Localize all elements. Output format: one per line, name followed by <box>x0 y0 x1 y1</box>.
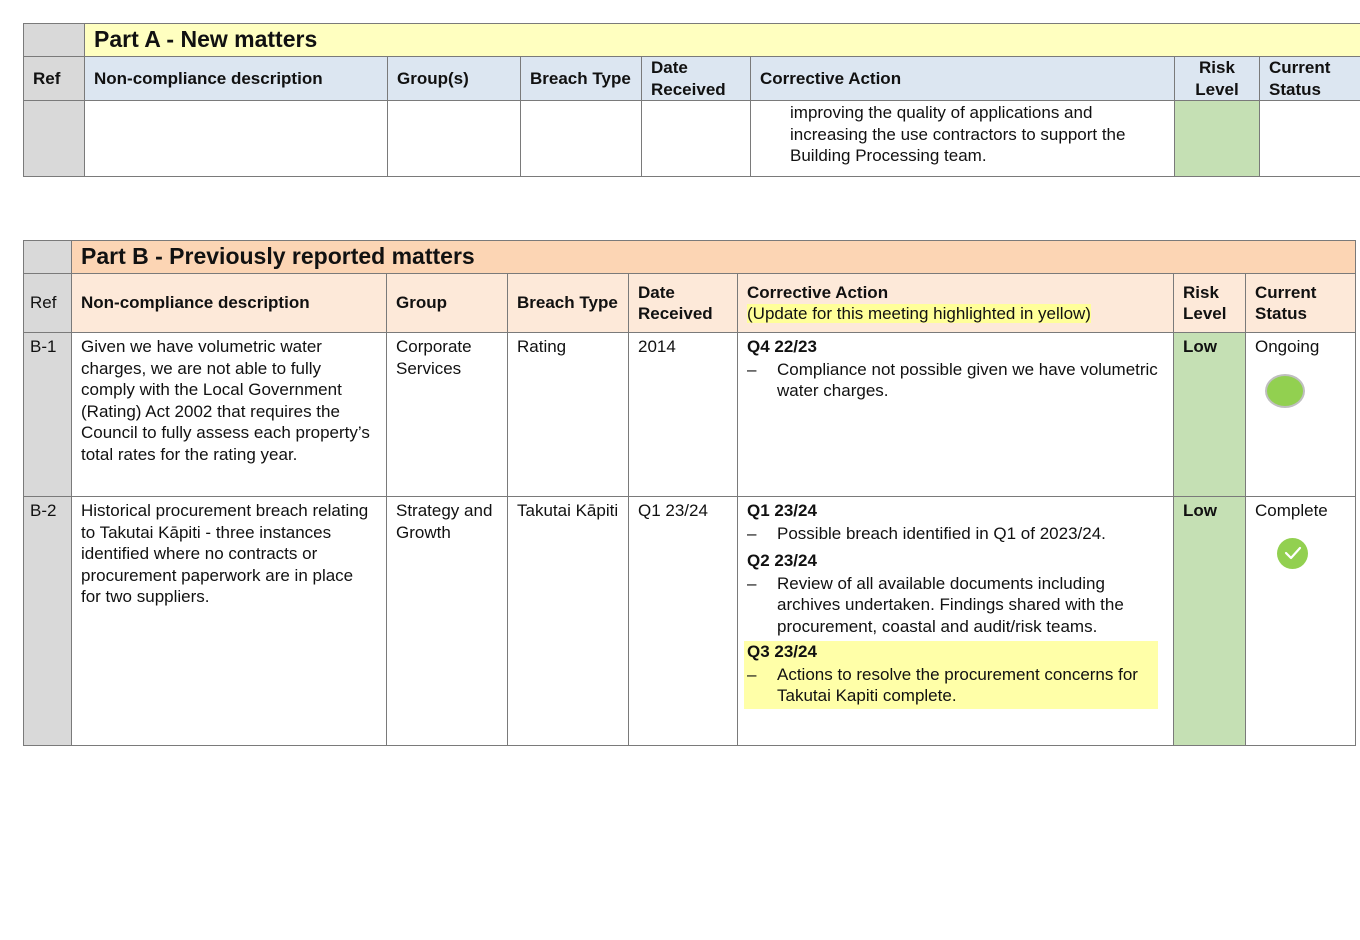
row-ref: B-2 <box>24 497 72 746</box>
part-b-header-current-status: Current Status <box>1246 274 1356 333</box>
row-description: Historical procurement breach relating to Takutai Kāpiti - three instances identified where no contracts or procurement paperwork are in place for two suppliers. <box>72 497 387 746</box>
part-b-header-corrective-action <box>738 274 1174 333</box>
part-a-row-ref <box>24 101 85 177</box>
part-a-row-risk-level <box>1175 101 1260 177</box>
part-a-header-date-received: Date Received <box>642 57 751 101</box>
status-label: Complete <box>1255 501 1328 520</box>
part-b-header-breach-type: Breach Type <box>508 274 629 333</box>
action-text: Review of all available documents including archives undertaken. Findings shared with the procurement, coastal and audit/risk teams. <box>777 573 1124 636</box>
part-b-title: Part B - Previously reported matters <box>72 241 1356 274</box>
row-group: Strategy and Growth <box>387 497 508 746</box>
row-group: Corporate Services <box>387 333 508 497</box>
part-a-row-group <box>388 101 521 177</box>
part-a-header-breach-type: Breach Type <box>521 57 642 101</box>
part-a-header-description: Non-compliance description <box>85 57 388 101</box>
part-b-table <box>23 240 1356 746</box>
part-a-row-date-received <box>642 101 751 177</box>
part-a-header-ref: Ref <box>24 57 85 101</box>
part-b-header-date-received: Date Received <box>629 274 738 333</box>
row-corrective-action <box>738 333 1174 497</box>
part-a-row-breach-type <box>521 101 642 177</box>
action-period: Q1 23/24 <box>747 501 817 520</box>
part-a-row-description <box>85 101 388 177</box>
part-a-header-risk-level: Risk Level <box>1175 57 1260 101</box>
action-text: Possible breach identified in Q1 of 2023/24. <box>777 523 1106 543</box>
part-b-header-group: Group <box>387 274 508 333</box>
row-breach-type: Rating <box>508 333 629 497</box>
action-period: Q2 23/24 <box>747 551 817 570</box>
part-a-header-current-status: Current Status <box>1260 57 1360 101</box>
row-ref: B-1 <box>24 333 72 497</box>
table-row <box>24 333 1356 497</box>
highlighted-update <box>744 641 1158 709</box>
row-corrective-action <box>738 497 1174 746</box>
action-period: Q3 23/24 <box>747 642 817 661</box>
status-label: Ongoing <box>1255 337 1320 356</box>
row-risk-level: Low <box>1174 333 1246 497</box>
part-b-header-description: Non-compliance description <box>72 274 387 333</box>
part-a-title-ref-cell <box>24 24 85 57</box>
part-b-header-corrective-action-label: Corrective Action <box>747 282 889 302</box>
row-risk-level: Low <box>1174 497 1246 746</box>
part-a-row-corrective-action: improving the quality of applications and increasing the use contractors to support the Building Processing team. <box>751 101 1175 177</box>
part-b-title-ref-cell <box>24 241 72 274</box>
part-a-title: Part A - New matters <box>85 24 1360 57</box>
table-row <box>24 497 1356 746</box>
action-text: Actions to resolve the procurement concerns for Takutai Kapiti complete. <box>777 664 1138 705</box>
part-b-header-ref: Ref <box>24 274 72 333</box>
part-a-row-current-status <box>1260 101 1360 177</box>
dash-bullet: – <box>747 523 757 543</box>
checkmark-icon <box>1284 546 1302 560</box>
dash-bullet: – <box>747 359 757 379</box>
row-breach-type: Takutai Kāpiti <box>508 497 629 746</box>
dash-bullet: – <box>747 664 757 684</box>
green-check-circle-icon <box>1277 538 1308 569</box>
row-date-received: Q1 23/24 <box>629 497 738 746</box>
row-description: Given we have volumetric water charges, we are not able to fully comply with the Local Government (Rating) Act 2002 that requires the Council to fully assess each property’s total rates for the rating year. <box>72 333 387 497</box>
action-period: Q4 22/23 <box>747 337 817 356</box>
row-current-status <box>1246 497 1356 746</box>
part-a-table <box>23 23 1360 177</box>
row-date-received: 2014 <box>629 333 738 497</box>
green-circle-icon <box>1265 374 1305 408</box>
part-b-header-risk-level: Risk Level <box>1174 274 1246 333</box>
dash-bullet: – <box>747 573 757 593</box>
part-b-header-corrective-action-note: (Update for this meeting highlighted in yellow) <box>747 304 1091 323</box>
part-a-header-group: Group(s) <box>388 57 521 101</box>
row-current-status <box>1246 333 1356 497</box>
part-a-header-corrective-action: Corrective Action <box>751 57 1175 101</box>
action-text: Compliance not possible given we have volumetric water charges. <box>777 359 1158 400</box>
